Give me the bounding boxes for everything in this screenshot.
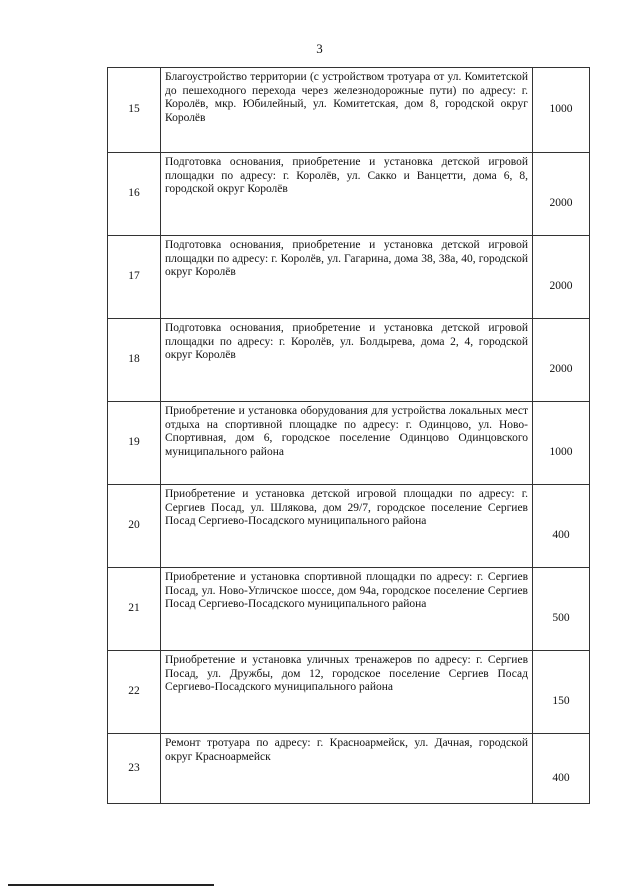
- row-amount: [533, 153, 590, 236]
- row-amount: [533, 734, 590, 804]
- table-row: [108, 568, 590, 651]
- table-row: [108, 485, 590, 568]
- row-description: Подготовка основания, приобретение и установка детской игровой площадки по адресу: г. Королёв, ул. Сакко и Ванцетти, дома 6, 8, городской округ Королёв: [161, 153, 533, 236]
- row-number: 15: [108, 68, 161, 153]
- row-number: 23: [108, 734, 161, 804]
- row-amount: [533, 236, 590, 319]
- row-description: Подготовка основания, приобретение и установка детской игровой площадки по адресу: г. Королёв, ул. Гагарина, дома 38, 38а, 40, городской округ Королёв: [161, 236, 533, 319]
- table-row: [108, 402, 590, 485]
- row-amount: [533, 68, 590, 153]
- row-description: Приобретение и установка спортивной площадки по адресу: г. Сергиев Посад, ул. Ново-Угличское шоссе, дом 94а, городское поселение Сергиев Посад Сергиево-Посадского муниципального района: [161, 568, 533, 651]
- row-description: Подготовка основания, приобретение и установка детской игровой площадки по адресу: г. Королёв, ул. Болдырева, дома 2, 4, городской округ Королёв: [161, 319, 533, 402]
- table-row: [108, 651, 590, 734]
- table-row: [108, 734, 590, 804]
- row-number: 22: [108, 651, 161, 734]
- row-number: 20: [108, 485, 161, 568]
- row-amount-value: 2000: [549, 280, 573, 293]
- row-number: 19: [108, 402, 161, 485]
- row-amount-value: 400: [552, 771, 570, 784]
- page-number: 3: [316, 41, 323, 56]
- row-amount-value: 1000: [549, 103, 573, 116]
- row-number: 17: [108, 236, 161, 319]
- program-table: [107, 67, 590, 804]
- row-amount: [533, 402, 590, 485]
- row-amount-value: 2000: [549, 197, 573, 210]
- row-description: Приобретение и установка детской игровой площадки по адресу: г. Сергиев Посад, ул. Шлякова, дом 29/7, городское поселение Сергиев Посад Сергиево-Посадского муниципального района: [161, 485, 533, 568]
- row-amount: [533, 485, 590, 568]
- row-description: Благоустройство территории (с устройством тротуара от ул. Комитетской до пешеходного перехода через железнодорожные пути) по адресу: г. Королёв, мкр. Юбилейный, ул. Комитетская, дом 8, городской округ Королёв: [161, 68, 533, 153]
- row-amount: [533, 651, 590, 734]
- footer-divider: [8, 884, 214, 886]
- table-row: [108, 153, 590, 236]
- row-number: 21: [108, 568, 161, 651]
- row-number: 16: [108, 153, 161, 236]
- table-row: [108, 68, 590, 153]
- row-amount-value: 2000: [549, 363, 573, 376]
- row-amount-value: 400: [552, 529, 570, 542]
- table-row: [108, 319, 590, 402]
- row-amount-value: 1000: [549, 446, 573, 459]
- row-amount: [533, 568, 590, 651]
- table-row: [108, 236, 590, 319]
- row-description: Приобретение и установка оборудования для устройства локальных мест отдыха на спортивной площадке по адресу: г. Одинцово, ул. Ново-Спортивная, дом 6, городское поселение Одинцово Одинцовского муниципального района: [161, 402, 533, 485]
- row-description: Ремонт тротуара по адресу: г. Красноармейск, ул. Дачная, городской округ Красноармейск: [161, 734, 533, 804]
- row-amount: [533, 319, 590, 402]
- row-description: Приобретение и установка уличных тренажеров по адресу: г. Сергиев Посад, ул. Дружбы, дом 12, городское поселение Сергиев Посад Сергиево-Посадского муниципального района: [161, 651, 533, 734]
- row-amount-value: 150: [552, 695, 570, 708]
- row-amount-value: 500: [552, 612, 570, 625]
- row-number: 18: [108, 319, 161, 402]
